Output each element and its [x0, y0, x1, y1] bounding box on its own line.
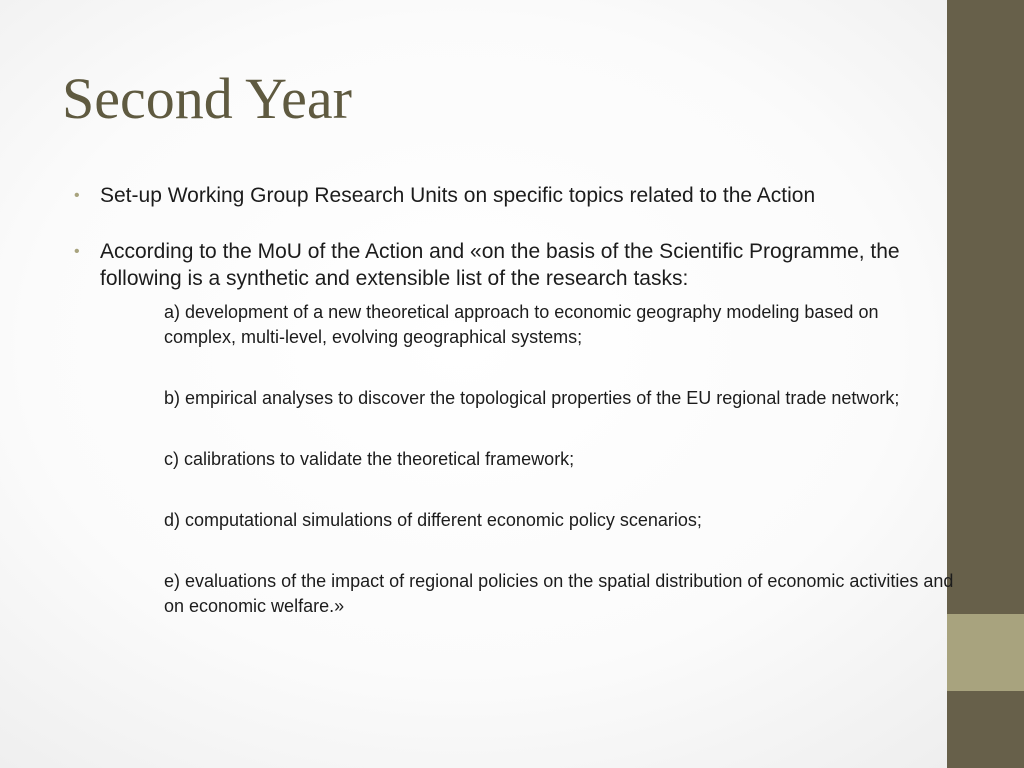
side-accent-block [947, 614, 1024, 691]
bullet-text: Set-up Working Group Research Units on specific topics related to the Action [100, 184, 816, 207]
slide-content [74, 182, 952, 655]
task-item-b: b) empirical analyses to discover the topological properties of the EU regional trade network; [164, 388, 900, 408]
bullet-text: According to the MoU of the Action and «on the basis of the Scientific Programme, the following is a synthetic and extensible list of the research tasks: [100, 240, 900, 290]
task-item-e: e) evaluations of the impact of regional policies on the spatial distribution of economic activities and on economic welfare.» [164, 571, 954, 616]
bullet-dot-icon: • [74, 187, 80, 204]
slide-title: Second Year [62, 66, 352, 131]
task-list [74, 300, 954, 619]
task-item-c: c) calibrations to validate the theoretical framework; [164, 449, 575, 469]
task-item-a: a) development of a new theoretical approach to economic geography modeling based on complex, multi-level, evolving geographical systems; [164, 302, 879, 347]
bullet-dot-icon: • [74, 243, 80, 260]
bullet-item [74, 238, 952, 292]
bullet-item [74, 182, 952, 209]
task-item-d: d) computational simulations of different economic policy scenarios; [164, 510, 702, 530]
